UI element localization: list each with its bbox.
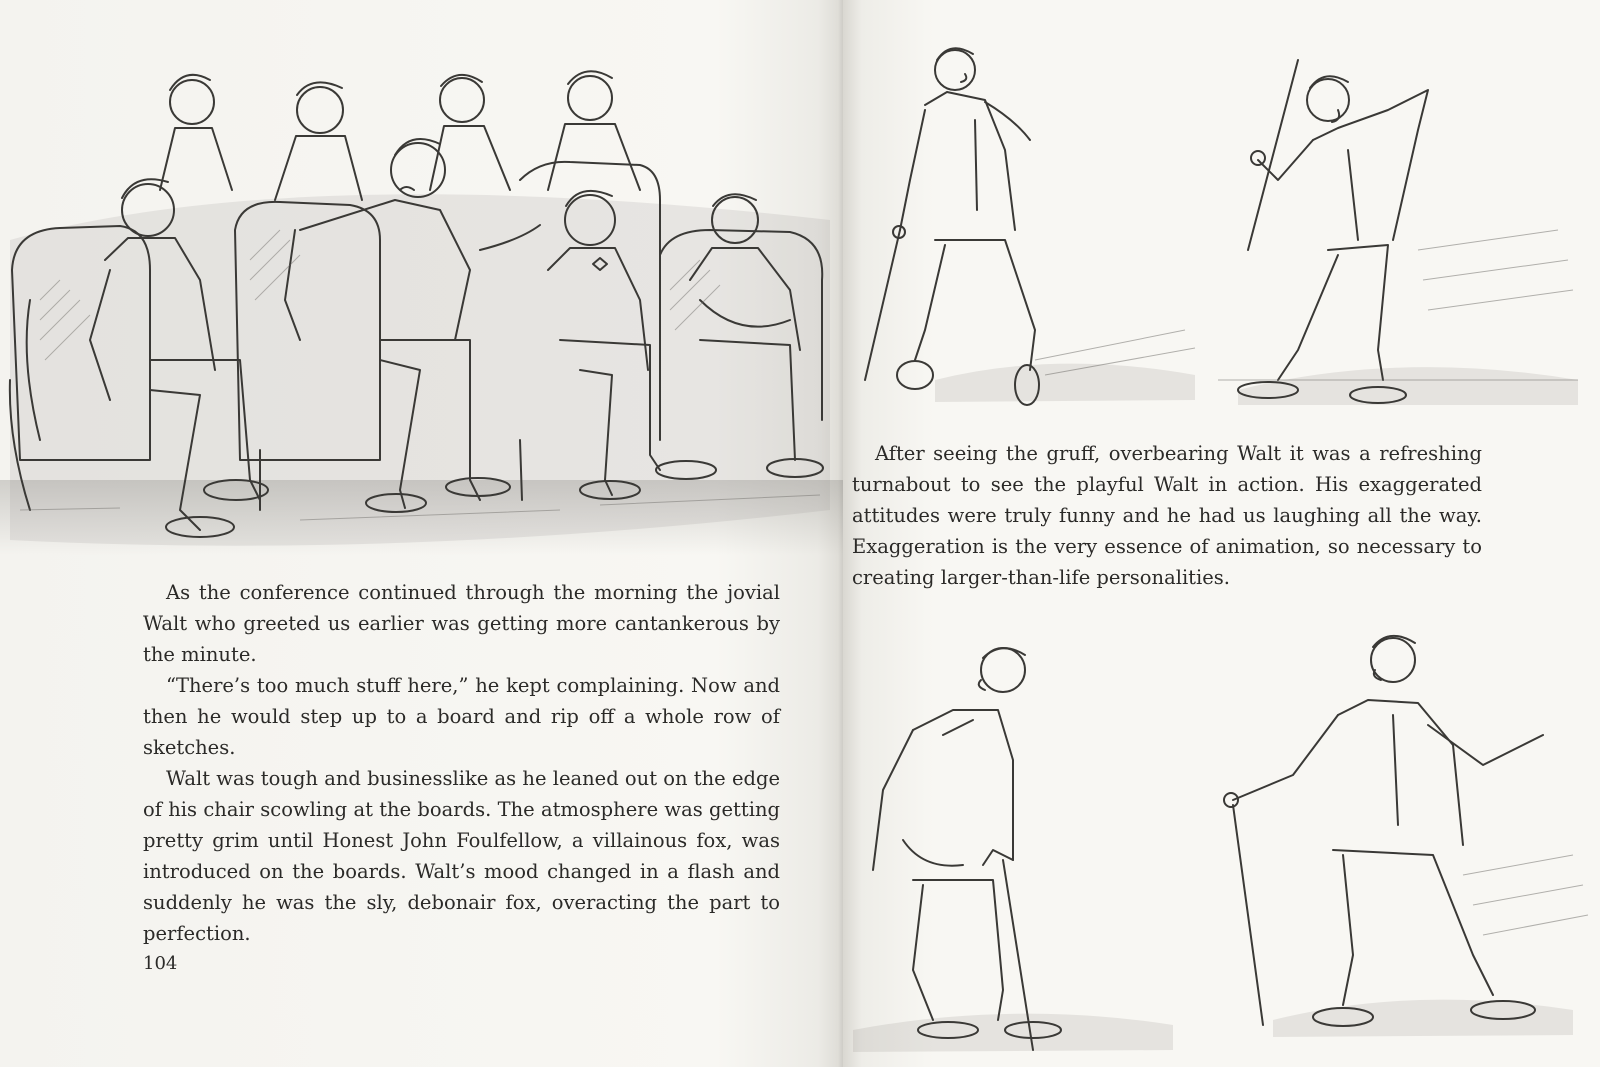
- right-page: [843, 0, 1600, 1067]
- walt-walking-illustration: [855, 30, 1215, 415]
- walt-with-cane-sketch: [1218, 50, 1598, 415]
- conference-sketch: [0, 40, 843, 555]
- right-body-text: [852, 438, 1482, 593]
- walt-with-cane-illustration: [1218, 50, 1598, 415]
- paragraph-playful-walt: After seeing the gruff, overbearing Walt it was a refreshing turnabout to see the playful Walt in action. His exaggerated attitudes were truly funny and he had us laughing all the way. Exaggeration is the very essence of animation, so necessary to creating larger-than-life personalities.: [852, 442, 1482, 589]
- page-number: 104: [143, 953, 178, 974]
- paragraph-conference: As the conference continued through the morning the jovial Walt who greeted us earlier was getting more cantankerous by the minute.: [143, 581, 780, 666]
- back-row-figures: [160, 71, 640, 200]
- conference-room-illustration: [0, 40, 843, 555]
- walt-presenting-illustration: [1193, 625, 1593, 1045]
- walt-walking-sketch: [855, 30, 1215, 415]
- walt-hand-on-chest-sketch: [853, 640, 1183, 1060]
- paragraph-too-much-stuff: “There’s too much stuff here,” he kept complaining. Now and then he would step up to a board and rip off a whole row of sketches.: [143, 674, 780, 759]
- walt-hand-on-chest-illustration: [853, 640, 1183, 1060]
- walt-presenting-sketch: [1193, 625, 1593, 1045]
- paragraph-walt-tough: Walt was tough and businesslike as he leaned out on the edge of his chair scowling at the boards. The atmosphere was getting pretty grim until Honest John Foulfellow, a villainous fox, was introduced on the boards. Walt’s mood changed in a flash and suddenly he was the sly, debonair fox, overacting the part to perfection.: [143, 767, 780, 945]
- left-body-text: [143, 577, 780, 949]
